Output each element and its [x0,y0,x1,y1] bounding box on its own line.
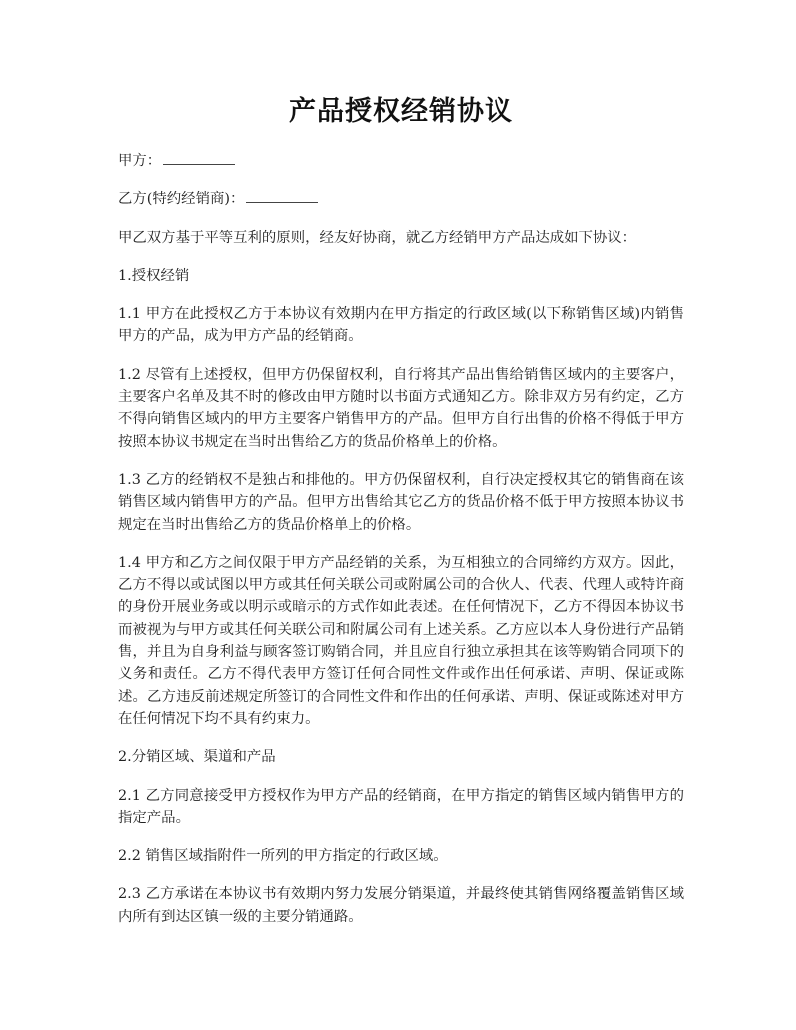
clause-1-4: 1.4 甲方和乙方之间仅限于甲方产品经销的关系，为互相独立的合同缔约方双方。因此，乙方不得以或试图以甲方或其任何关联公司或附属公司的合伙人、代表、代理人或特许商的身份开展业务或以明示或暗示的方式作如此表述。在任何情况下，乙方不得因本协议书而被视为与甲方或其任何关联公司和附属公司有上述关系。乙方应以本人身份进行产品销售，并且为自身利益与顾客签订购销合同，并且应自行独立承担其在该等购销合同项下的义务和责任。乙方不得代表甲方签订任何合同性文件或作出任何承诺、声明、保证或陈述。乙方违反前述规定所签订的合同性文件和作出的任何承诺、声明、保证或陈述对甲方在任何情况下均不具有约束力。 [118,554,684,727]
party-b-label: 乙方(特约经销商)： [118,191,245,208]
section-heading-2: 2.分销区域、渠道和产品 [118,749,276,766]
clause-2-3: 2.3 乙方承诺在本协议书有效期内努力发展分销渠道，并最终使其销售网络覆盖销售区域内所有到达区镇一级的主要分销通路。 [118,886,684,925]
clause-2-2: 2.2 销售区域指附件一所列的甲方指定的行政区域。 [118,848,448,865]
party-b-line [118,188,684,210]
party-a-blank [163,150,235,165]
clause-1-3: 1.3 乙方的经销权不是独占和排他的。甲方仍保留权利，自行决定授权其它的销售商在该销售区域内销售甲方的产品。但甲方出售给其它乙方的货品价格不低于甲方按照本协议书规定在当时出售给乙方的货品价格单上的价格。 [118,471,684,533]
party-b-blank [246,188,318,203]
section-heading-1: 1.授权经销 [118,267,190,284]
document-title: 产品授权经销协议 [289,96,513,127]
clause-2-1: 2.1 乙方同意接受甲方授权作为甲方产品的经销商，在甲方指定的销售区域内销售甲方的指定产品。 [118,787,684,826]
document-body [118,150,684,944]
party-a-label: 甲方： [118,153,162,169]
party-a-line [118,150,684,172]
intro-paragraph: 甲乙双方基于平等互利的原则，经友好协商，就乙方经销甲方产品达成如下协议： [118,229,637,246]
clause-1-2: 1.2 尽管有上述授权，但甲方仍保留权利，自行将其产品出售给销售区域内的主要客户，主要客户名单及其不时的修改由甲方随时以书面方式通知乙方。除非双方另有约定，乙方不得向销售区域内的甲方主要客户销售甲方的产品。但甲方自行出售的价格不得低于甲方按照本协议书规定在当时出售给乙方的货品价格单上的价格。 [118,366,684,450]
clause-1-1: 1.1 甲方在此授权乙方于本协议有效期内在甲方指定的行政区域(以下称销售区域)内销售甲方的产品，成为甲方产品的经销商。 [118,306,684,345]
